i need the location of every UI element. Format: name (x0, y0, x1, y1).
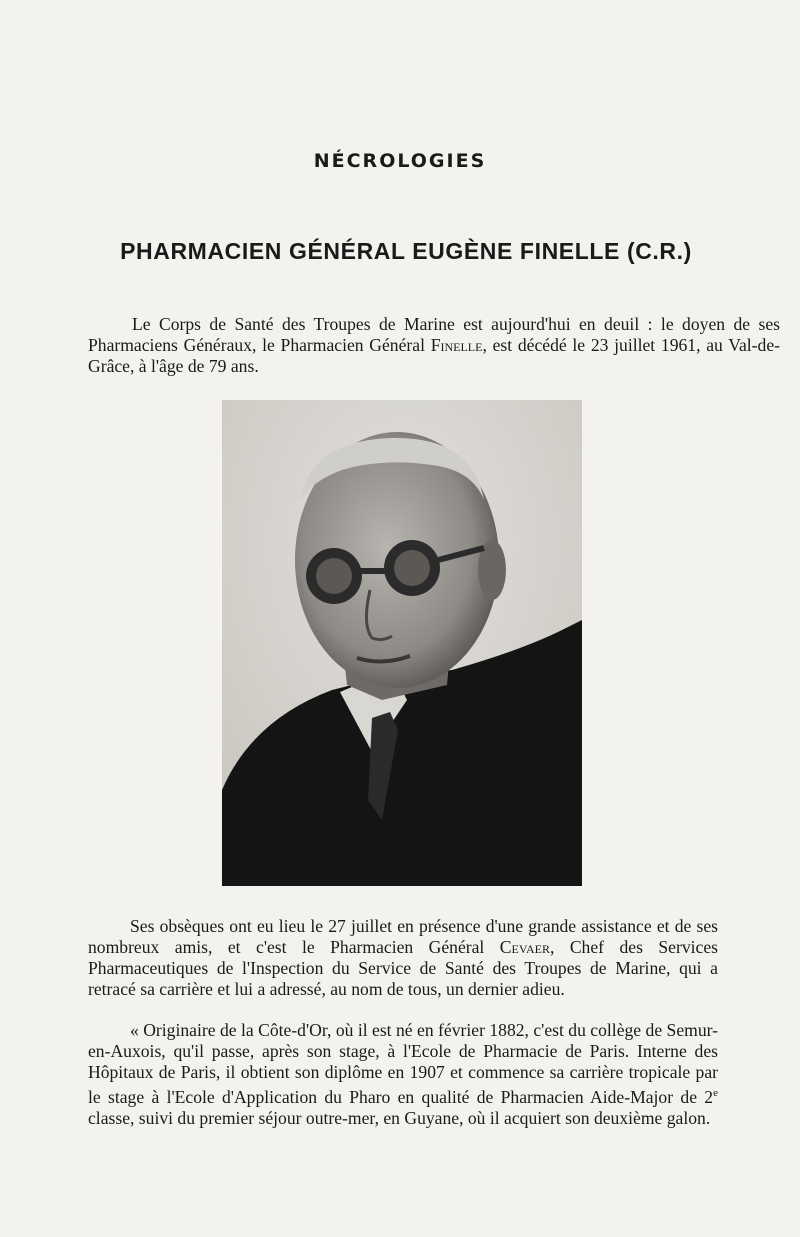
portrait-photo (222, 400, 582, 886)
career-superscript: e (713, 1087, 718, 1099)
section-heading: NÉCROLOGIES (313, 150, 487, 172)
portrait-photo-icon (222, 400, 582, 886)
funeral-paragraph (88, 916, 718, 1000)
career-paragraph (88, 1020, 718, 1129)
career-text-after: classe, suivi du premier séjour outre-mer, en Guyane, où il acquiert son deuxième galon. (88, 1107, 711, 1128)
funeral-text-after: , Chef des Services Pharmaceutiques de l'Inspection du Service de Santé des Troupes de Marine, qui a retracé sa carrière et lui a adressé, au nom de tous, un dernier adieu. (88, 937, 718, 999)
funeral-text: Ses obsèques ont eu lieu le 27 juillet en présence d'une grande assistance et de ses nombreux amis, et c'est le Pharmacien Général (88, 916, 718, 957)
funeral-name: Cevaer (499, 937, 550, 957)
career-text: « Originaire de la Côte-d'Or, où il est né en février 1882, c'est du collège de Semur-en-Auxois, qu'il passe, après son stage, à l'Ecole de Pharmacie de Paris. Interne des Hôpitaux de Paris, il obtient son diplôme en 1907 et commence sa carrière tropicale par le stage à l'Ecole d'Application du Pharo en qualité de Pharmacien Aide-Major de 2 (88, 1020, 718, 1107)
intro-paragraph (88, 314, 780, 377)
intro-name: Finelle (430, 335, 483, 355)
intro-text: Le Corps de Santé des Troupes de Marine est aujourd'hui en deuil : le doyen de ses Pharmaciens Généraux, le Pharmacien Général (88, 314, 780, 355)
article-title: PHARMACIEN GÉNÉRAL EUGÈNE FINELLE (C.R.) (120, 238, 692, 264)
intro-text-after: , est décédé le 23 juillet 1961, au Val-de-Grâce, à l'âge de 79 ans. (88, 335, 780, 376)
